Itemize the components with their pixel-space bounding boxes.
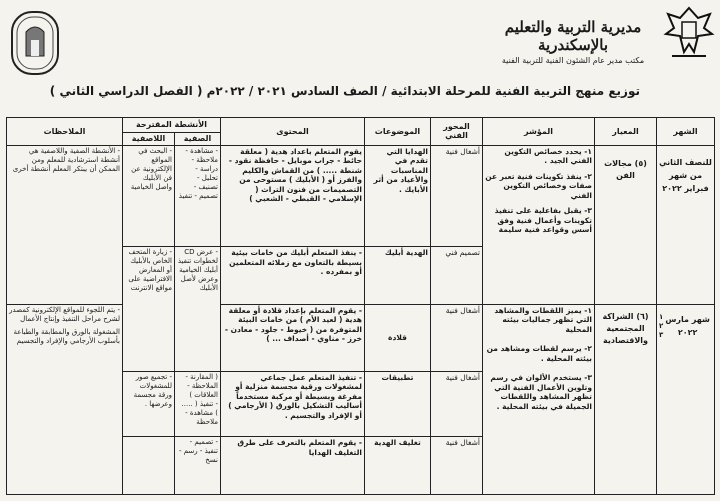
directorate-seal-icon xyxy=(6,8,64,78)
content-cell: يقوم المتعلم باعداد هدية ( معلقة حائط - جراب موبايل - حافظة نقود - شنطة ..... ) من القماش والكليم والفرز أو ( الأبليك ) مستوحى من التصميمات من فنون التراث ( الإسلامي - القبطي - الشعبي ) xyxy=(221,145,365,246)
indicators-first-block xyxy=(483,145,595,304)
indicators-second-block xyxy=(483,304,595,494)
classroom-activity-row3: ( المقارنة - الملاحظة - العلاقات ) xyxy=(185,372,218,399)
extra-activity-cell xyxy=(123,437,175,495)
classroom-activity-cell xyxy=(175,371,221,437)
axis-cell: أشغال فنية xyxy=(431,145,483,246)
extra-activity-cell: - البحث في المواقع الإلكترونية عن فن الأبليك واصل الخيامية xyxy=(123,145,175,246)
content-cell: - ينفذ المتعلم أبليك من خامات بيئية بسيطة بالتعاون مع زملائه المتعلمين أو بمفرده . xyxy=(221,247,365,305)
topic-cell: الهدية أبليك xyxy=(365,247,431,305)
standard-5: (٥) مجالات الفن xyxy=(595,145,657,304)
notes-cell xyxy=(7,304,123,494)
header-right-block xyxy=(488,18,658,66)
notes-item-2: المشغولة بالورق والمطابقة والطباعة بأسلوب الأرجامي والإفراد والتجسيم xyxy=(13,327,120,345)
col-month: الشهر xyxy=(657,118,715,146)
col-classroom: الصفية xyxy=(175,132,221,145)
classroom-activity-cell: - عرض CD لخطوات تنفيذ أبليك الخيامية وعرض لأصل الأبليك xyxy=(175,247,221,372)
axis-cell: أشغال فنية xyxy=(431,437,483,495)
content-cell: - يقوم المتعلم بالتعرف على طرق التغليف الهدايا xyxy=(221,437,365,495)
office-line: مكتب مدير عام الشئون الفنية للتربية الفنية xyxy=(501,56,645,65)
topic-cell: تغليف الهدية xyxy=(365,437,431,495)
indicator-1: ١- يحدد خصائص التكوين الفني الجيد . xyxy=(504,146,592,166)
table-row xyxy=(7,145,715,246)
topic-cell: قلادة xyxy=(365,304,431,371)
extra-activity-cell: - تجميع صور للمشغولات ورقة مجسمة وعرضها . xyxy=(123,371,175,437)
ministry-eagle-emblem-icon xyxy=(658,0,720,70)
content-cell: - تنفيذ المتعلم عمل جماعي لمشغولات ورقية مجسمة منزلية أو مفرغة وبسيطة أو مركبة مستخدماً أساليب التشكيل بالورق ( الأرجامي ) أو الإفراد والتجسيم . xyxy=(221,371,365,437)
indicator-6: ٣- يستخدم الألوان في رسم وتلوين الأعمال الفنية التي تظهر المشاهد واللقطات الجميلة في بيئته المحلية . xyxy=(490,373,592,411)
content-cell: - يقوم المتعلم بإعداد قلادة أو معلقة هدية ( لعيد الأم ) من خامات البيئة المتوفرة من ( خيوط - جلود - معادن - خرز - مناوي - أصداف ... ) xyxy=(221,304,365,371)
classroom-activity-row4: - تنفيذ ( ..... ) مشاهدة - ملاحظة xyxy=(181,399,218,426)
month-second-label: شهر مارس ٢٠٢٢ xyxy=(665,314,710,337)
col-notes: الملاحظات xyxy=(7,118,123,146)
indicator-4: ١- يميز اللقطات والمشاهد التي تظهر جماليات بيئته المحلية xyxy=(494,305,592,334)
axis-cell: أشغال فنية xyxy=(431,304,483,371)
month-side-marks: ١ ٢ ٣ xyxy=(659,312,664,339)
col-indicator: المؤشر xyxy=(483,118,595,146)
document-main-title: توزيع منهج التربية الفنية للمرحلة الابتدائية / الصف السادس ٢٠٢١ / ٢٠٢٢م ( الفصل الدراسي الثاني ) xyxy=(49,84,640,98)
classroom-activity-cell: - مشاهدة - ملاحظة - دراسة - تحليل - تصنيف - تصميم - تنفيذ xyxy=(175,145,221,246)
topic-cell: الهدايا التي تقدم في المناسبات والأعياد من أثر الأبايك . xyxy=(365,145,431,246)
directorate-title: مديرية التربية والتعليم بالإسكندرية xyxy=(504,18,642,54)
axis-cell: أشغال فنية xyxy=(431,371,483,437)
indicator-3: ٣- يقبل بفاعلية على تنفيذ تكوينات وأعمال فنية وفق أسس وقواعد فنية سليمة xyxy=(494,206,592,235)
month-second xyxy=(657,304,715,494)
axis-cell: تصميم فني xyxy=(431,247,483,305)
indicator-5: ٢- يرسم لقطات ومشاهد من بيئته المحلية . xyxy=(486,344,592,363)
classroom-activity-cell: - تصميم - تنفيذ - رسم - نسخ xyxy=(175,437,221,495)
col-axis: المحور الفني xyxy=(431,118,483,146)
extra-activity-cell: - زيارة المتحف الخاص بالأبليك أو المعارض الافتراضية على مواقع الانترنت xyxy=(123,247,175,372)
notes-item-1: - يتم اللجوء للمواقع الإلكترونية كمصدر لشرح مراحل التنفيذ وإنتاج الأعمال xyxy=(9,305,120,323)
topic-cell: تطبيقات xyxy=(365,371,431,437)
curriculum-table xyxy=(6,117,715,495)
table-row xyxy=(7,304,715,371)
month-first: للنصف الثاني من شهر فبراير ٢٠٢٢ xyxy=(657,145,715,304)
col-topics: الموضوعات xyxy=(365,118,431,146)
col-content: المحتوى xyxy=(221,118,365,146)
col-activities: الأنشطة المقترحة xyxy=(123,118,221,133)
notes-cell: - الأنشطة الصفية واللاصفية هي أنشطة استرشادية للمعلم ومن الممكن أن يبتكر المعلم أنشطة أخرى xyxy=(7,145,123,304)
col-standard: المعيار xyxy=(595,118,657,146)
col-extra: اللاصفية xyxy=(123,132,175,145)
indicator-2: ٢- ينفذ تكوينات فنية تعبر عن صفات وخصائص التكوين الفني xyxy=(485,171,592,200)
standard-6: (٦) الشراكة المجتمعية والاقتصادية xyxy=(595,304,657,494)
